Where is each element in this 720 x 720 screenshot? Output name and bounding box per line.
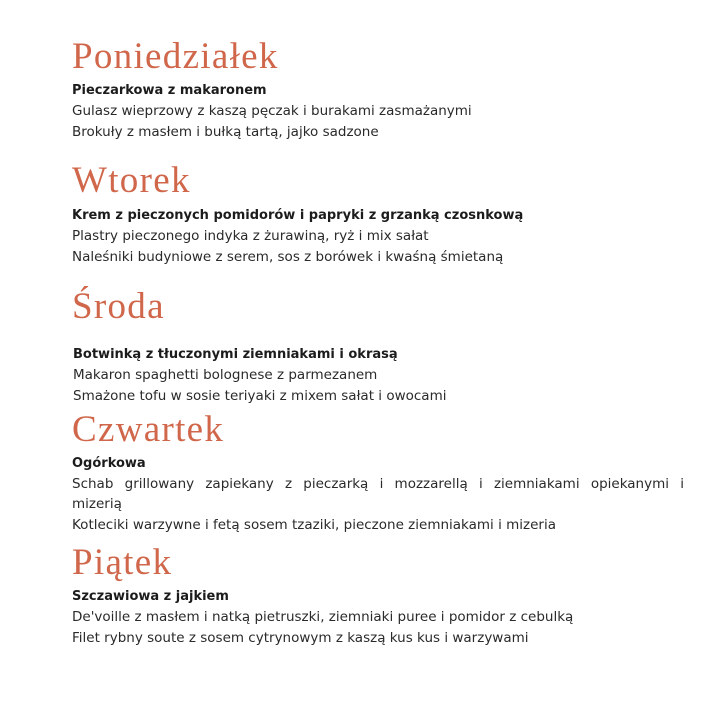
day-title-monday: Poniedziałek bbox=[72, 36, 279, 77]
dish-wednesday-2: Smażone tofu w sosie teriyaki z mixem sałat i owocami bbox=[73, 388, 447, 404]
dish-friday-2: Filet rybny soute z sosem cytrynowym z kaszą kus kus i warzywami bbox=[72, 630, 529, 646]
soup-wednesday: Botwinką z tłuczonymi ziemniakami i okrasą bbox=[73, 347, 398, 362]
dish-wednesday-1: Makaron spaghetti bolognese z parmezanem bbox=[73, 367, 378, 383]
day-title-friday: Piątek bbox=[72, 542, 173, 583]
dish-tuesday-1: Plastry pieczonego indyka z żurawiną, ryż i mix sałat bbox=[72, 228, 429, 244]
soup-friday: Szczawiowa z jajkiem bbox=[72, 589, 229, 604]
soup-tuesday: Krem z pieczonych pomidorów i papryki z grzanką czosnkową bbox=[72, 208, 524, 223]
dish-thursday-2: Kotleciki warzywne i fetą sosem tzaziki, pieczone ziemniakami i mizeria bbox=[72, 517, 557, 533]
dish-tuesday-2: Naleśniki budyniowe z serem, sos z borówek i kwaśną śmietaną bbox=[72, 249, 504, 265]
dish-monday-2: Brokuły z masłem i bułką tartą, jajko sadzone bbox=[72, 124, 379, 140]
dish-thursday-1: Schab grillowany zapiekany z pieczarką i mozzarellą i ziemniakami opiekanymi i mizerią bbox=[72, 476, 684, 512]
soup-monday: Pieczarkowa z makaronem bbox=[72, 83, 267, 98]
day-title-wednesday: Środa bbox=[72, 286, 165, 327]
day-title-thursday: Czwartek bbox=[72, 409, 225, 450]
day-title-tuesday: Wtorek bbox=[72, 160, 191, 201]
dish-friday-1: De'voille z masłem i natką pietruszki, ziemniaki puree i pomidor z cebulką bbox=[72, 609, 574, 625]
dish-monday-1: Gulasz wieprzowy z kaszą pęczak i burakami zasmażanymi bbox=[72, 103, 472, 119]
soup-thursday: Ogórkowa bbox=[72, 456, 146, 471]
